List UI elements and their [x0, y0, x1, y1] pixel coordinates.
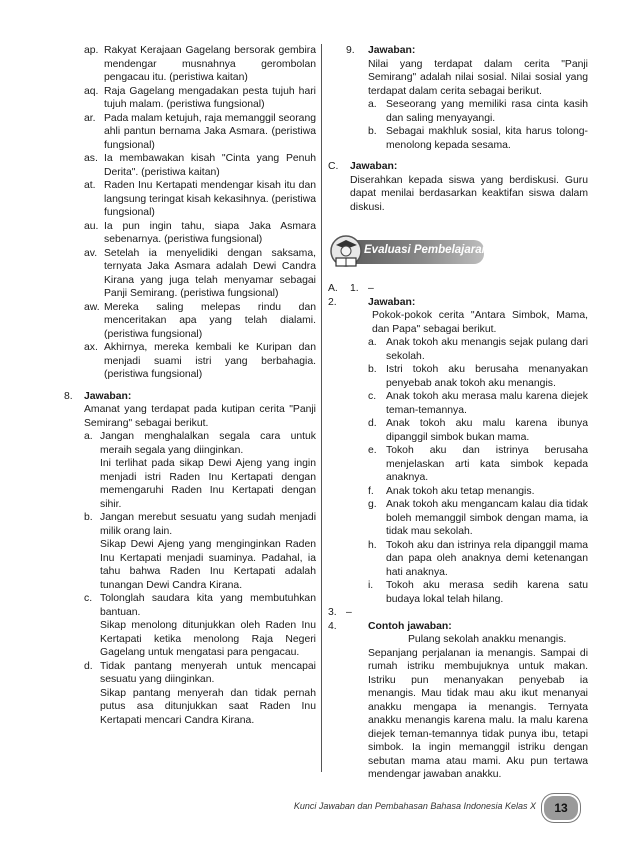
section-c [328, 160, 588, 214]
question-number: 4. [328, 620, 337, 632]
question-number: 9. [346, 45, 355, 56]
question-number: 8. [64, 390, 73, 402]
page-number: 13 [554, 801, 568, 815]
column-divider [321, 44, 322, 772]
list-item: h. Tokoh aku dan istrinya rela dipanggil mama dan papa oleh anaknya demi ketenangan hati anaknya. [368, 539, 588, 578]
answer-first-line: Pulang sekolah anakku menangis. [408, 634, 567, 645]
list-item: a. Anak tokoh aku menangis sejak pulang dari sekolah. [368, 337, 588, 362]
list-item: av. Setelah ia menyelidiki dengan saksama, ternyata Jaka Asmara adalah Dewi Candra Kirana yang juga telah menyamar sebagai Panji Semirang. (peristiwa fungsional) [84, 247, 316, 299]
question-number: 2. [328, 296, 337, 308]
answer-text: – [368, 283, 374, 294]
banner-title: Evaluasi Pembelajaran 2 [364, 244, 499, 256]
event-list [84, 44, 316, 382]
list-item: d. Tidak pantang menyerah untuk mencapai sesuatu yang diinginkan. Sikap pantang menyerah dan tidak pernah putus asa ditunjukkan saat Raden Inu Kertapati mencari Candra Kirana. [84, 660, 316, 726]
answer-text: Diserahkan kepada siswa yang berdiskusi. Guru dapat menilai berdasarkan keaktifan siswa dalam diskusi. [350, 174, 588, 213]
answer-intro: Nilai yang terdapat dalam cerita "Panji Semirang" adalah nilai sosial. Nilai sosial yang terdapat dalam cerita sebagai berikut. [368, 58, 588, 97]
list-item: a. Jangan menghalalkan segala cara untuk meraih segala yang diinginkan. Ini terlihat pada sikap Dewi Ajeng yang ingin menjadi istri Raden Inu Kertapati dengan memengaruhi Raden Inu Kertapati dengan sihir. [84, 431, 316, 510]
question-2 [328, 296, 588, 607]
question-4 [328, 620, 588, 782]
section-label: A. [328, 283, 338, 294]
list-item: i. Tokoh aku merasa sedih karena satu budaya lokal telah hilang. [368, 580, 588, 605]
list-item: b. Jangan merebut sesuatu yang sudah menjadi milik orang lain. Sikap Dewi Ajeng yang menginginkan Raden Inu Kertapati menjadi suaminya. Padahal, ia tahu bahwa Raden Inu Kertapati adalah tunangan Dewi Candra Kirana. [84, 512, 316, 591]
list-item: aw. Mereka saling melepas rindu dan menceritakan apa yang telah dialami. (peristiwa fungsional) [84, 301, 316, 340]
page-number-badge [542, 794, 580, 822]
list-item: c. Tolonglah saudara kita yang membutuhkan bantuan. Sikap menolong ditunjukkan oleh Raden Inu Kertapati ketika menolong Raja Negeri Gagelang untuk mengatasi para pengacau. [84, 593, 316, 658]
list-item: f. Anak tokoh aku tetap menangis. [368, 485, 535, 497]
list-item: ar. Pada malam ketujuh, raja memanggil seorang ahli pantun bernama Jaka Asmara. (peristiwa fungsional) [84, 112, 316, 151]
list-item: aq. Raja Gagelang mengadakan pesta tujuh hari tujuh malam. (peristiwa fungsional) [84, 85, 316, 110]
question-number: 3. [328, 607, 337, 618]
question-8 [64, 390, 316, 728]
question-3 [328, 606, 588, 620]
list-item: e. Tokoh aku dan istrinya berusaha menjelaskan arti kata simbok kepada anaknya. [368, 445, 588, 483]
list-item: d. Anak tokoh aku malu karena ibunya dipanggil simbok bukan mama. [368, 418, 588, 443]
evaluation-banner [328, 234, 588, 274]
list-item: g. Anak tokoh aku mengancam kalau dia tidak boleh memanggil simbok dengan mama, ia tidak mau sekolah. [368, 499, 588, 537]
answer-intro: Pokok-pokok cerita "Antara Simbok, Mama, dan Papa" sebagai berikut. [372, 310, 588, 335]
list-item: b. Sebagai makhluk sosial, kita harus tolong-menolong kepada sesama. [368, 126, 588, 151]
section-label: C. [328, 161, 339, 172]
list-item: ax. Akhirnya, mereka kembali ke Kuripan dan menjadi suami istri yang berbahagia. (peristiwa fungsional) [84, 342, 316, 380]
answer-text: – [346, 607, 352, 618]
section-a [328, 282, 588, 296]
footer-title: Kunci Jawaban dan Pembahasan Bahasa Indonesia Kelas X [293, 801, 536, 811]
question-1 [350, 282, 588, 296]
answer-text: Sepanjang perjalanan ia menangis. Sampai di rumah istriku membujuknya untuk makan. Istriku pun menanyakan penyebab ia menangis. Mau tidak mau aku ikut menanyai anakku mengapa ia menangis. Ternyata anakku menangis karena malu. Ia malu karena diejek teman-temannya tidak punya ibu, tetapi simbok. Ia ingin memanggil istriku dengan sebutan mama atau mami. Aku pun tertawa mendengar jawaban anakku. [368, 647, 588, 780]
answer-heading: Jawaban: [350, 161, 398, 172]
list-item: b. Istri tokoh aku berusaha menanyakan penyebab anak tokoh aku menangis. [368, 364, 588, 389]
answer-heading: Jawaban: [84, 390, 132, 402]
list-item: as. Ia membawakan kisah "Cinta yang Penuh Derita". (peristiwa kaitan) [84, 153, 316, 178]
list-item: ap. Rakyat Kerajaan Gagelang bersorak gembira mendengar musnahnya gerombolan pengacau itu. (peristiwa kaitan) [84, 45, 316, 83]
answer-heading: Contoh jawaban: [368, 620, 452, 632]
student-reading-icon [328, 234, 368, 272]
list-item: au. Ia pun ingin tahu, siapa Jaka Asmara sebenarnya. (peristiwa fungsional) [84, 220, 316, 245]
question-9 [328, 44, 588, 152]
list-item: at. Raden Inu Kertapati mendengar kisah itu dan langsung teringat kisah kekasihnya. (peristiwa fungsional) [84, 180, 316, 218]
page-footer [280, 794, 580, 820]
list-item: c. Anak tokoh aku merasa malu karena diejek teman-temannya. [368, 391, 588, 416]
left-column [64, 44, 316, 727]
answer-heading: Jawaban: [368, 296, 416, 308]
question-number: 1. [350, 283, 359, 294]
answer-heading: Jawaban: [368, 45, 416, 56]
list-item: a. Seseorang yang memiliki rasa cinta kasih dan saling menyayangi. [368, 99, 588, 124]
answer-intro: Amanat yang terdapat pada kutipan cerita "Panji Semirang" sebagai berikut. [84, 404, 316, 429]
right-column [328, 44, 588, 782]
